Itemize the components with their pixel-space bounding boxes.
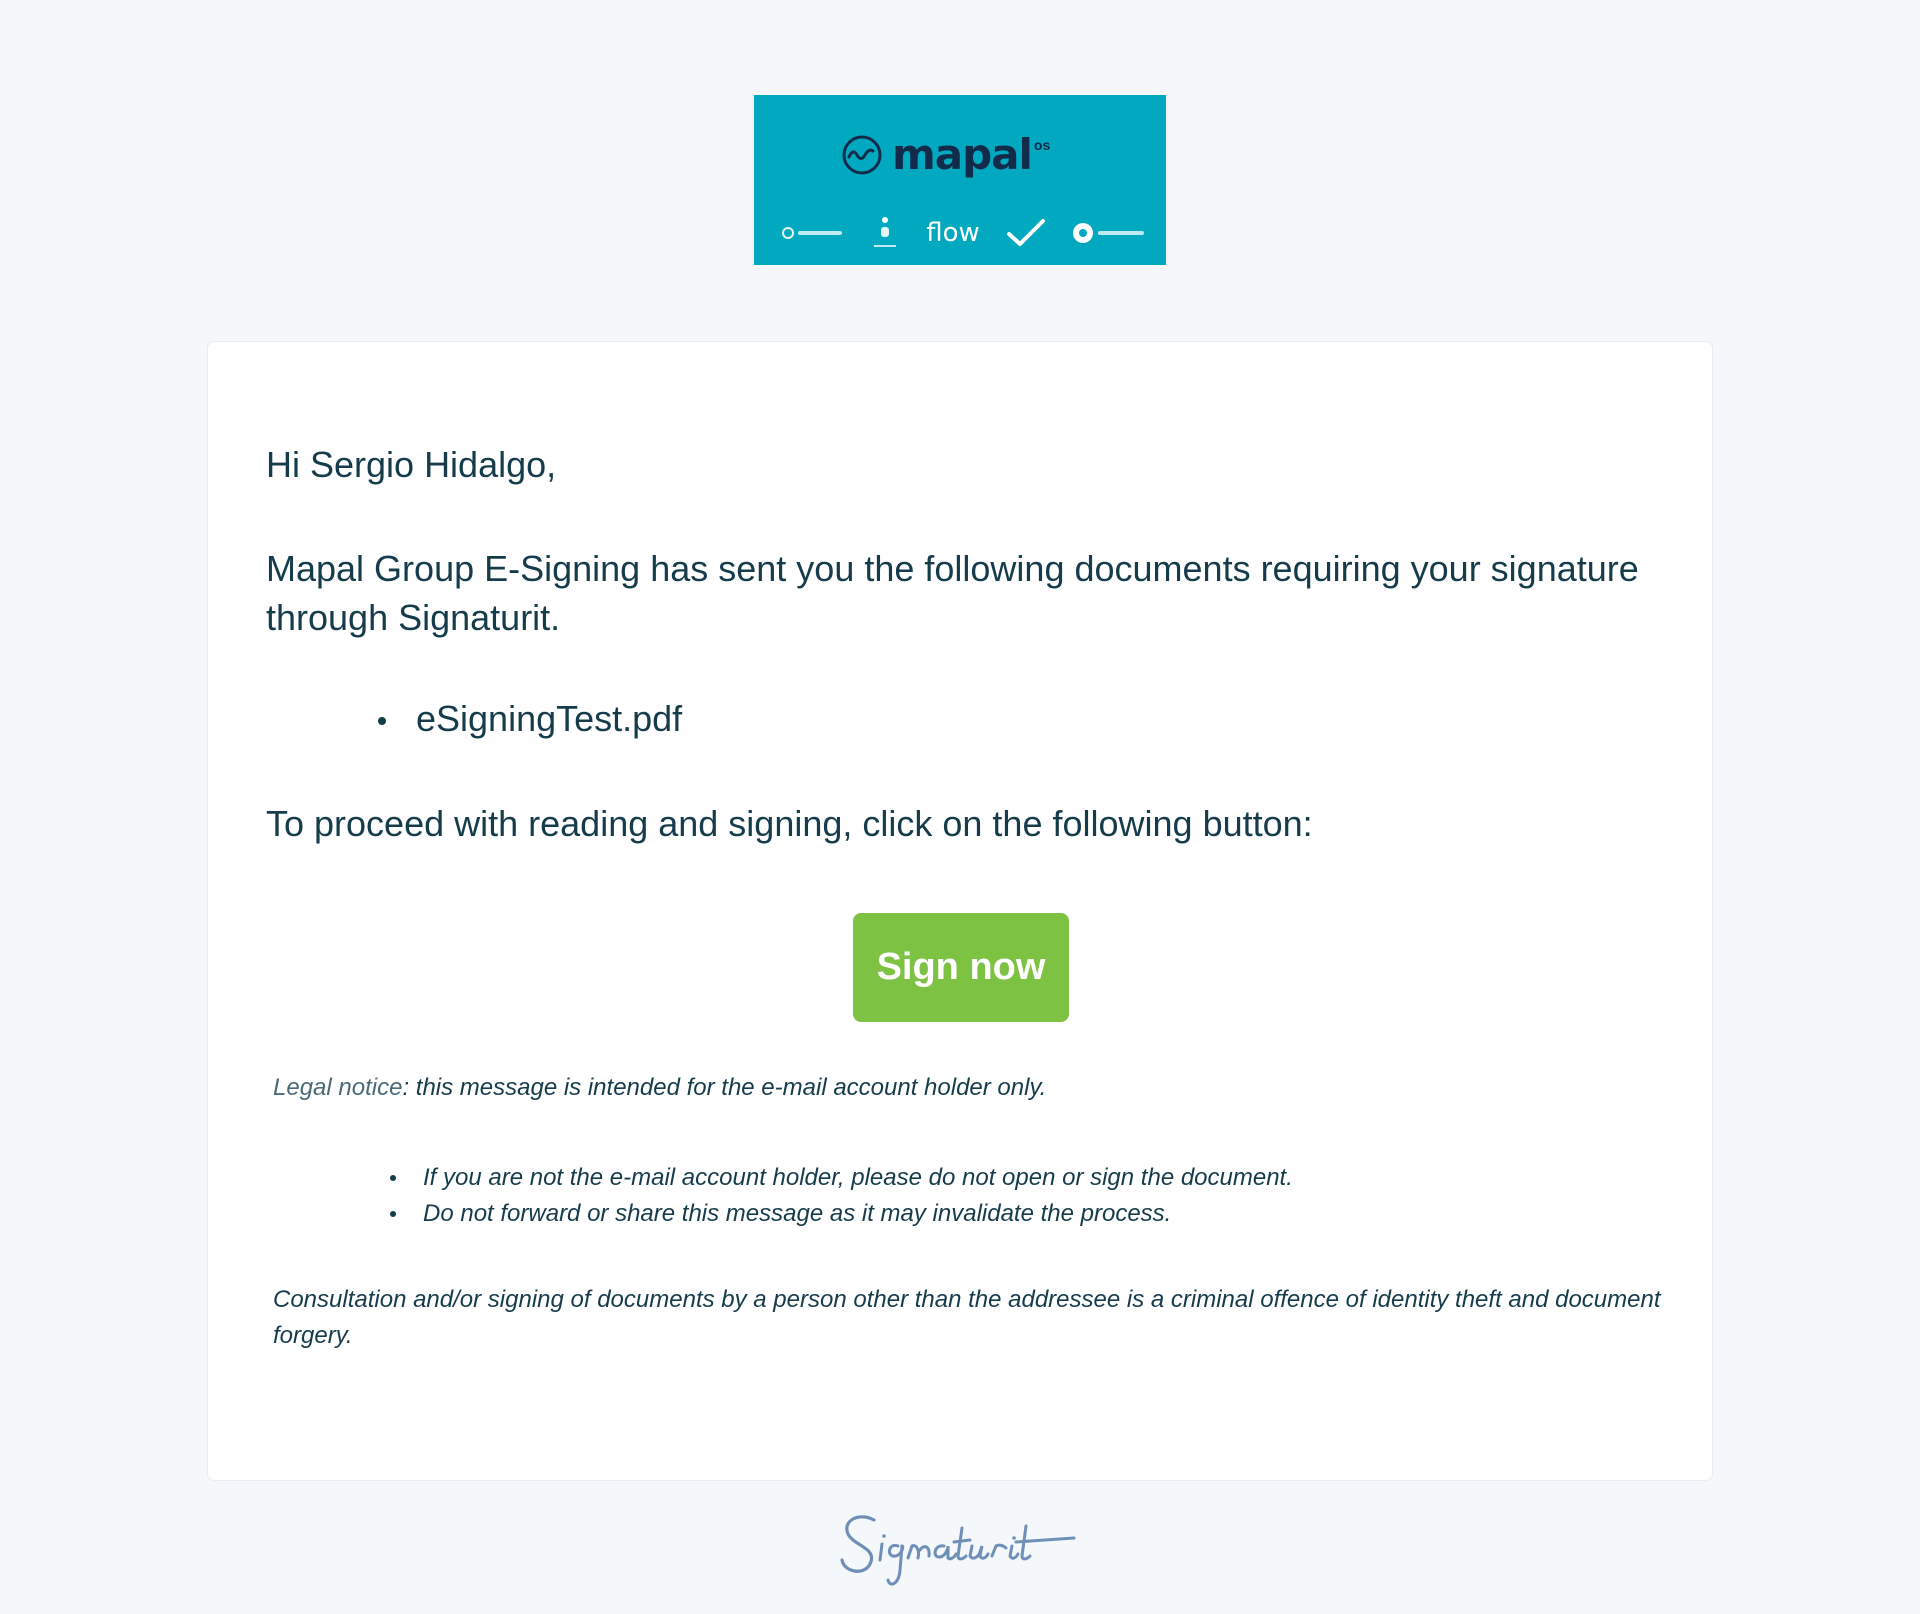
person-icon	[870, 215, 900, 251]
product-logo-5	[1072, 222, 1146, 244]
legal-list	[273, 1160, 1293, 1232]
product-logos	[782, 213, 1146, 253]
document-list	[266, 696, 682, 741]
intro-text: Mapal Group E-Signing has sent you the following documents requiring your signature through Signaturit.	[266, 548, 1639, 638]
legal-notice-label: Legal notice	[273, 1074, 403, 1101]
proceed-text: To proceed with reading and signing, click on the following button:	[266, 803, 1313, 844]
sign-now-button[interactable]: Sign now	[853, 913, 1069, 1022]
legal-item: If you are not the e-mail account holder, please do not open or sign the document.	[273, 1160, 1293, 1196]
product-icon	[1072, 222, 1146, 244]
legal-notice-text: : this message is intended for the e-mail account holder only.	[402, 1074, 1047, 1101]
consultation-notice: Consultation and/or signing of documents by a person other than the addressee is a criminal offence of identity theft and document forgery.	[273, 1286, 1661, 1349]
email-card	[208, 342, 1712, 1480]
product-logo-2	[870, 215, 900, 251]
signaturit-logo	[830, 1498, 1090, 1598]
legal-item: Do not forward or share this message as it may invalidate the process.	[273, 1196, 1293, 1232]
product-logo-4	[1006, 218, 1046, 248]
brand-suffix: os	[1033, 137, 1051, 153]
mapal-logo-icon	[840, 133, 884, 177]
legal-notice	[273, 1070, 1673, 1106]
flow-wordmark: flow	[926, 218, 980, 248]
mapal-logo	[840, 130, 1051, 179]
product-icon	[782, 226, 844, 240]
checkmark-icon	[1006, 218, 1046, 248]
document-item: eSigningTest.pdf	[266, 696, 682, 741]
flow-logo	[926, 220, 980, 246]
brand-wordmark: mapal	[892, 130, 1032, 179]
greeting: Hi Sergio Hidalgo,	[266, 444, 557, 485]
product-logo-1	[782, 226, 844, 240]
brand-banner	[754, 95, 1166, 265]
